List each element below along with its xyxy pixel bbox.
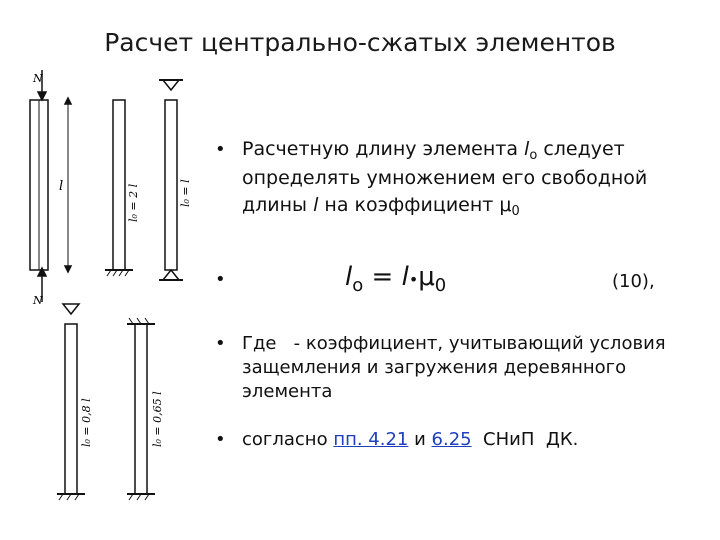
slide-title: Расчет центрально-сжатых элементов [104, 28, 616, 57]
force-label-top: N [33, 72, 43, 85]
link-section-6-25[interactable]: 6.25 [431, 429, 472, 450]
column-diagrams [25, 62, 215, 502]
col4-label: l₀ = 0,8 l [80, 398, 93, 447]
col3-label: l₀ = l [179, 179, 192, 207]
bullet-text: согласно пп. 4.21 и 6.25 СНиП ДК. [242, 429, 579, 450]
column-pinned-both [30, 70, 71, 302]
bullet-dot: • [215, 429, 226, 450]
length-label: l [59, 179, 64, 194]
formula: $l_o$ = $l•\mu_0$ [345, 262, 447, 296]
bullet-dot: • [215, 333, 226, 354]
link-section-4-21[interactable]: пп. 4.21 [333, 429, 409, 450]
force-label-bottom: N [33, 294, 43, 307]
bullet-text: Расчетную длину элемента $l_o$ следует определять умножением его свободной длины l на коэффициент $\mu_0$ [242, 138, 648, 219]
col5-label: l₀ = 0,65 l [151, 391, 164, 447]
bullet-dot: • [215, 139, 226, 160]
col2-label: l₀ = 2 l [127, 183, 140, 222]
bullet-text: Где - коэффициент, учитывающий условия защемления и загружения деревянного элемента [242, 333, 672, 402]
equation-number: (10), [612, 271, 655, 292]
bullet-dot: • [215, 269, 226, 290]
